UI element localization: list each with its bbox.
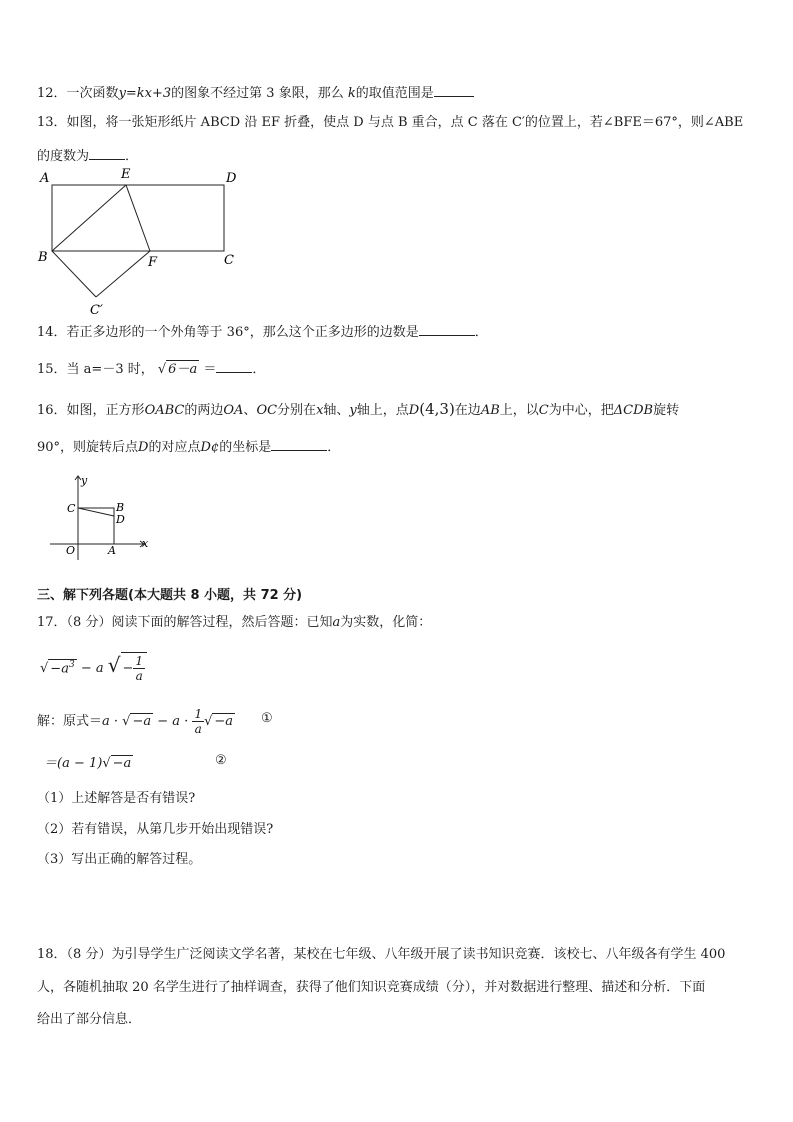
question-16: 16．如图，正方形OABC的两边OA、OC分别在x轴、y轴上，点D(4,3)在边AB上，以C为中心，把ΔCDB旋转: [37, 400, 680, 418]
label-f: F: [148, 255, 158, 270]
section-heading: 三、解下列各题(本大题共 8 小题，共 72 分): [37, 588, 303, 603]
question-text: 的图象不经过第 3 象限，那么: [171, 86, 344, 101]
square-oabc: [78, 508, 114, 544]
question-13-line2: 的度数为 ．: [37, 146, 138, 166]
answer-blank[interactable]: [271, 437, 327, 451]
label-b: B: [38, 250, 48, 265]
solution-step-1: 解：原式＝a · √ −a − a · $\frac{1}{a}$ √ −a: [37, 707, 234, 736]
fold-line-ef: [126, 185, 150, 251]
step-marker-2: ②: [215, 753, 227, 768]
label-x: x: [142, 537, 149, 550]
question-number: 15．: [37, 362, 67, 377]
question-text: 的取值范围是: [355, 86, 434, 101]
point-coordinates: (4,3): [419, 400, 455, 418]
solution-step-2: ＝(a − 1)√ −a: [44, 756, 132, 771]
fraction: $\frac{1}{a}$: [194, 707, 203, 736]
question-number: 13．: [37, 115, 67, 130]
question-18-line3: 给出了部分信息．: [37, 1012, 142, 1027]
question-17: 17．（8 分）阅读下面的解答过程，然后答题：已知a为实数，化简：: [37, 615, 432, 630]
label-c: C: [224, 253, 234, 268]
label-c-prime: C′: [90, 303, 103, 318]
label-e: E: [121, 167, 131, 182]
question-13: [37, 114, 743, 132]
question-12: [37, 83, 474, 103]
sub-question-2: （2）若有错误，从第几步开始出现错误?: [37, 822, 274, 837]
label-c: C: [67, 502, 76, 515]
sub-question-3: （3）写出正确的解答过程。: [37, 852, 202, 867]
sub-question-1: （1）上述解答是否有错误?: [37, 791, 196, 806]
question-number: 12．: [37, 86, 67, 101]
question-text: 若正多边形的一个外角等于 36°，那么这个正多边形的边数是: [66, 325, 419, 340]
question-number: 14．: [37, 325, 67, 340]
label-b: B: [116, 501, 125, 514]
segment-cd: [78, 508, 114, 516]
label-o: O: [66, 544, 76, 557]
label-y: y: [81, 474, 88, 487]
answer-blank[interactable]: [434, 83, 474, 97]
step-marker-1: ①: [261, 711, 273, 726]
label-d: D: [116, 513, 125, 526]
question-text: 如图，将一张矩形纸片 ABCD 沿 EF 折叠，使点 D 与点 B 重合，点 C 落在 C′的位置上，若∠BFE＝67°，则∠ABE: [66, 115, 744, 130]
question-number: 16．: [37, 403, 67, 418]
label-a: A: [40, 171, 50, 186]
question-14: 14．若正多边形的一个外角等于 36°，那么这个正多边形的边数是 ．: [37, 322, 488, 342]
sqrt-expression: 6－a: [168, 362, 198, 377]
segment-be: [52, 185, 126, 251]
segment-fc-prime: [96, 251, 150, 297]
segment-bc-prime: [52, 251, 96, 297]
formula: y=kx+3: [118, 86, 172, 101]
variable-k: k: [347, 86, 356, 101]
expression-given: √ $-a^3 - a$ √ − $\frac{1}{a}$: [40, 652, 147, 683]
answer-blank[interactable]: [89, 146, 125, 160]
radical-sign: √: [157, 362, 167, 377]
question-18-line2: 人，各随机抽取 20 名学生进行了抽样调查，获得了他们知识竞赛成绩（分），并对数据进行整理、描述和分析．下面: [37, 980, 706, 995]
label-d: D: [226, 171, 237, 186]
question-18: 18．（8 分）为引导学生广泛阅读文学名著，某校在七年级、八年级开展了读书知识竞赛．该校七、八年级各有学生 400: [37, 947, 726, 962]
question-number: 18．: [37, 947, 67, 962]
answer-blank[interactable]: [216, 359, 252, 373]
question-15: 15．当 a=－3 时， √ 6－a ＝ ．: [37, 359, 265, 379]
answer-blank[interactable]: [419, 322, 475, 336]
question-text: 的度数为: [37, 149, 90, 164]
fraction: $\frac{1}{a}$: [135, 654, 144, 683]
question-number: 17．: [37, 615, 67, 630]
question-text: 当 a=－3 时，: [66, 362, 154, 377]
question-text: 一次函数: [66, 86, 119, 101]
coordinate-square-figure: [48, 472, 158, 562]
fold-rectangle-figure: [30, 166, 250, 318]
label-a: A: [108, 544, 116, 557]
question-16-line2: 90°，则旋转后点D的对应点D¢的坐标是 ．: [37, 437, 340, 457]
